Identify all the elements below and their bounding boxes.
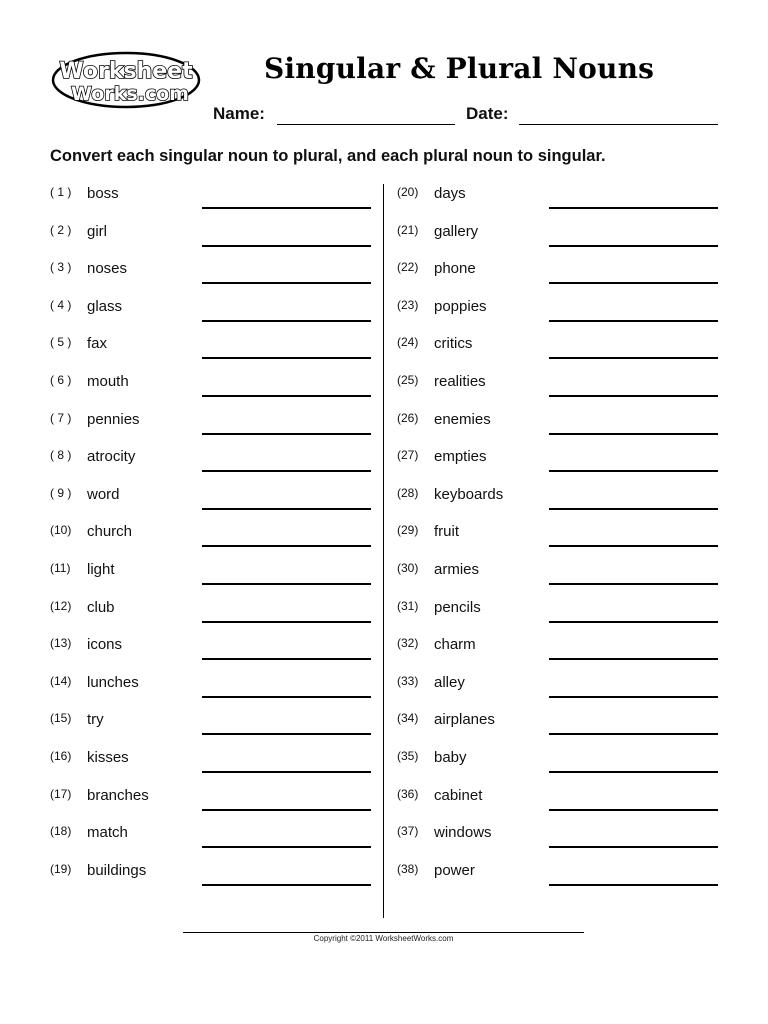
question-row [397,253,727,291]
question-number: (21) [397,222,419,237]
question-number: (31) [397,598,419,613]
question-row [397,216,727,254]
page-title: Singular & Plural Nouns [264,52,655,85]
answer-blank[interactable] [549,583,718,585]
question-row [50,366,380,404]
answer-blank[interactable] [549,621,718,623]
answer-blank[interactable] [549,733,718,735]
question-number: (15) [50,711,72,726]
answer-blank[interactable] [202,583,371,585]
name-field[interactable] [277,124,455,125]
noun-word: noses [87,260,128,278]
question-row [50,253,380,291]
question-row [50,328,380,366]
question-number: (25) [397,372,419,387]
question-number: (12) [50,598,72,613]
noun-word: enemies [434,410,491,428]
question-number: ( 9 ) [50,485,72,500]
noun-word: realities [434,372,486,390]
question-number: ( 7 ) [50,410,72,425]
question-row [50,404,380,442]
answer-blank[interactable] [549,245,718,247]
question-number: (38) [397,861,419,876]
question-number: (17) [50,786,72,801]
answer-blank[interactable] [549,395,718,397]
question-number: ( 3 ) [50,260,72,275]
noun-word: mouth [87,372,129,390]
question-row [50,855,380,893]
answer-blank[interactable] [202,545,371,547]
logo-line2: Works.com [71,83,189,105]
question-number: (29) [397,523,419,538]
answer-blank[interactable] [202,245,371,247]
noun-word: lunches [87,673,139,691]
noun-word: gallery [434,222,479,240]
answer-blank[interactable] [202,395,371,397]
question-row [50,667,380,705]
question-row [50,441,380,479]
question-row [397,629,727,667]
answer-blank[interactable] [202,771,371,773]
question-row [50,216,380,254]
answer-blank[interactable] [549,433,718,435]
instructions: Convert each singular noun to plural, and each plural noun to singular. [50,147,606,165]
column-divider [383,184,384,918]
question-number: (13) [50,636,72,651]
noun-word: empties [434,448,487,466]
question-row [397,855,727,893]
noun-word: fax [87,335,108,353]
question-number: (35) [397,748,419,763]
answer-blank[interactable] [549,357,718,359]
logo-line1: Worksheet [59,59,193,84]
noun-word: word [87,485,120,503]
noun-word: boss [87,185,119,202]
noun-word: poppies [434,297,487,315]
question-number: (10) [50,523,72,538]
answer-blank[interactable] [549,809,718,811]
question-row [50,592,380,630]
question-number: (20) [397,185,419,199]
copyright-footer: Copyright ©2011 WorksheetWorks.com [313,934,454,943]
noun-word: glass [87,297,123,315]
question-row [50,780,380,818]
question-row [397,742,727,780]
question-row [50,516,380,554]
answer-blank[interactable] [202,884,371,886]
question-number: (24) [397,335,419,350]
answer-blank[interactable] [549,884,718,886]
question-row [50,178,380,216]
question-row [397,704,727,742]
answer-blank[interactable] [202,357,371,359]
noun-word: girl [87,222,108,240]
question-number: ( 2 ) [50,222,72,237]
answer-blank[interactable] [549,658,718,660]
name-label: Name: [213,104,265,123]
question-number: (23) [397,297,419,312]
noun-word: match [87,824,128,842]
question-number: (16) [50,748,72,763]
noun-word: armies [434,560,480,578]
question-number: (34) [397,711,419,726]
noun-word: branches [87,786,149,804]
answer-blank[interactable] [549,696,718,698]
noun-word: baby [434,748,467,766]
question-number: (37) [397,824,419,839]
question-row [397,667,727,705]
answer-blank[interactable] [549,320,718,322]
question-number: (30) [397,560,419,575]
answer-blank[interactable] [549,771,718,773]
question-number: (27) [397,448,419,463]
noun-word: kisses [87,748,129,766]
question-row [397,780,727,818]
date-field[interactable] [519,124,718,125]
noun-word: power [434,861,475,879]
date-label: Date: [466,104,509,123]
noun-word: windows [434,824,492,842]
noun-word: light [87,560,115,578]
question-row [50,817,380,855]
answer-blank[interactable] [549,508,718,510]
question-number: ( 6 ) [50,372,72,387]
answer-blank[interactable] [202,207,371,209]
noun-word: pencils [434,598,481,616]
answer-blank[interactable] [549,846,718,848]
question-row [50,479,380,517]
noun-word: club [87,598,115,616]
worksheetworks-logo [50,50,202,110]
answer-blank[interactable] [549,470,718,472]
question-row [397,817,727,855]
question-row [397,554,727,592]
question-number: ( 4 ) [50,297,72,312]
footer-rule [183,932,584,933]
answer-blank[interactable] [202,433,371,435]
question-row [397,366,727,404]
question-row [397,291,727,329]
noun-word: pennies [87,410,140,428]
question-row [397,328,727,366]
answer-blank[interactable] [202,809,371,811]
question-row [50,629,380,667]
answer-blank[interactable] [202,282,371,284]
noun-word: airplanes [434,711,495,729]
question-number: (32) [397,636,419,651]
question-number: ( 1 ) [50,185,72,199]
noun-word: critics [434,335,473,353]
noun-word: try [87,711,104,729]
noun-word: days [434,185,466,202]
answer-blank[interactable] [202,470,371,472]
answer-blank[interactable] [549,282,718,284]
question-row [50,704,380,742]
noun-word: church [87,523,133,541]
question-row [397,178,727,216]
answer-blank[interactable] [202,320,371,322]
question-row [50,291,380,329]
right-question-column [397,178,727,892]
question-row [50,742,380,780]
question-number: (36) [397,786,419,801]
noun-word: icons [87,636,123,654]
answer-blank[interactable] [549,545,718,547]
noun-word: buildings [87,861,147,879]
question-number: (26) [397,410,419,425]
noun-word: phone [434,260,476,278]
question-number: (33) [397,673,419,688]
question-number: ( 5 ) [50,335,72,350]
answer-blank[interactable] [202,621,371,623]
question-row [397,404,727,442]
question-number: (18) [50,824,72,839]
answer-blank[interactable] [202,508,371,510]
question-number: (28) [397,485,419,500]
answer-blank[interactable] [202,846,371,848]
noun-word: keyboards [434,485,504,503]
left-question-column [50,178,380,892]
question-row [50,554,380,592]
question-row [397,479,727,517]
question-row [397,441,727,479]
noun-word: alley [434,673,465,691]
question-number: (19) [50,861,72,876]
question-row [397,592,727,630]
answer-blank[interactable] [202,733,371,735]
question-number: (11) [50,560,71,575]
answer-blank[interactable] [202,658,371,660]
question-number: (22) [397,260,419,275]
question-row [397,516,727,554]
question-number: ( 8 ) [50,448,72,463]
noun-word: cabinet [434,786,483,804]
noun-word: atrocity [87,448,136,466]
question-number: (14) [50,673,72,688]
noun-word: charm [434,636,476,654]
noun-word: fruit [434,523,460,541]
answer-blank[interactable] [549,207,718,209]
answer-blank[interactable] [202,696,371,698]
